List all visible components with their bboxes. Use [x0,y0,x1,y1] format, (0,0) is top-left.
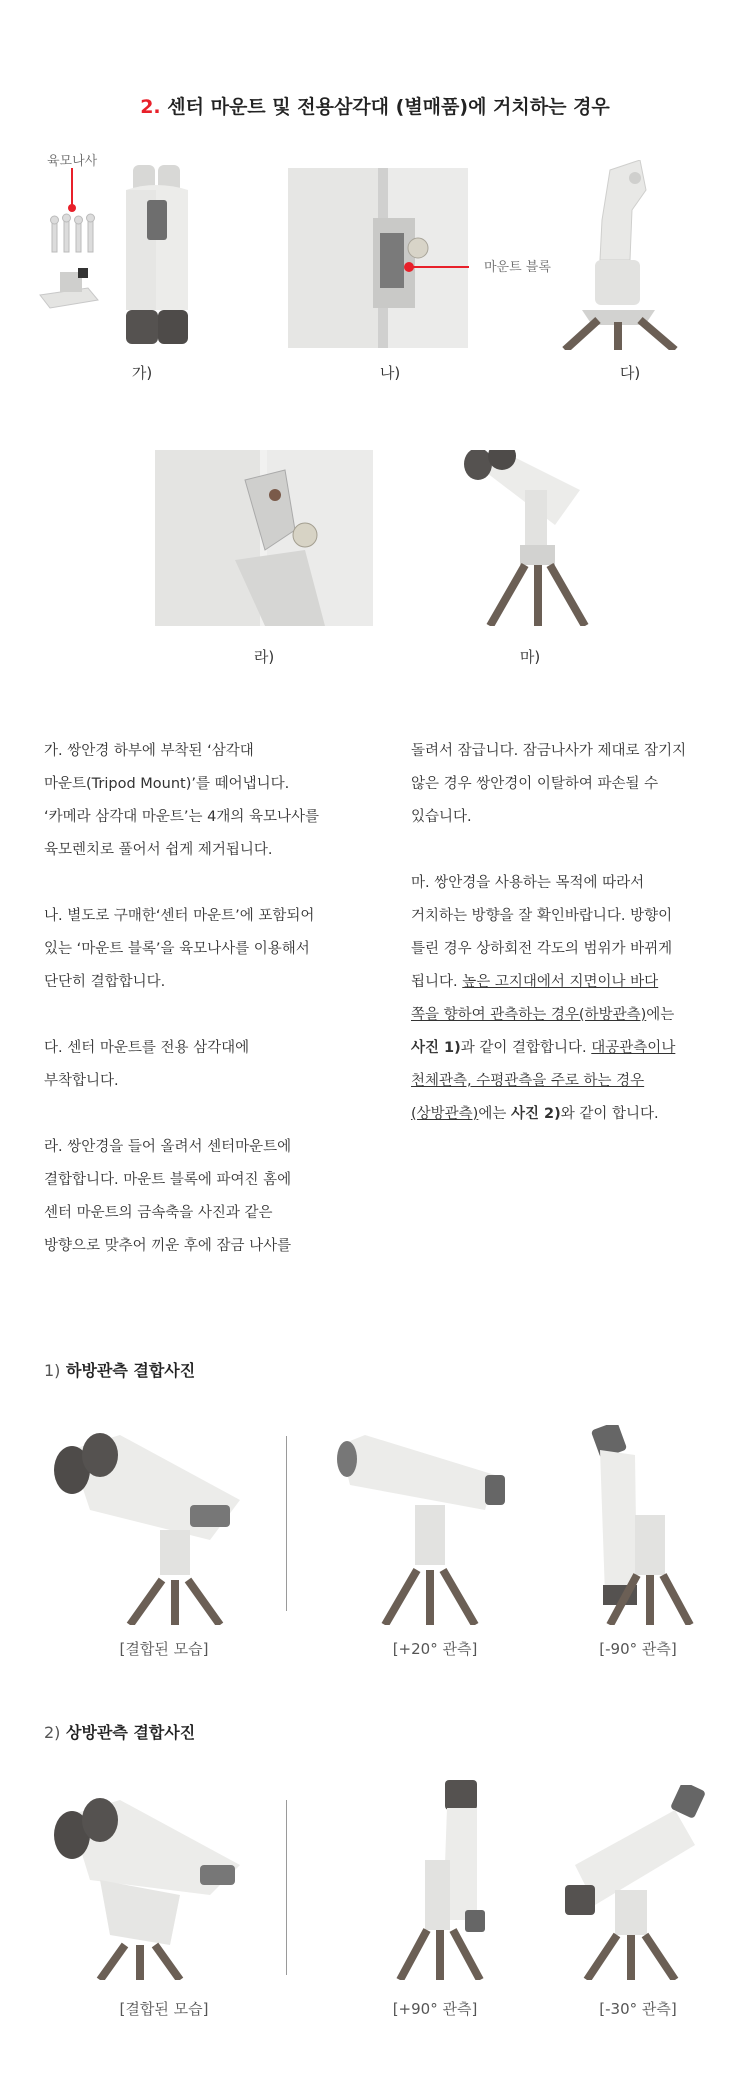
section1-caption: [-90° 관측] [599,1640,677,1658]
step-ra-line: 않은 경우 쌍안경이 이탈하여 파손될 수 [411,776,659,792]
step-ga-line: ‘카메라 삼각대 마운트’는 4개의 육모나사를 [44,809,319,825]
text-run: 과 같이 결합합니다. [460,1040,592,1056]
title-number: 2. [140,96,161,118]
section2-photo-plus90 [385,1770,515,1980]
figure-d-caption: 라) [253,648,275,666]
section2-number: 2) [44,1723,61,1742]
step-da-line: 다. 센터 마운트를 전용 삼각대에 [44,1040,250,1056]
section1-caption: [결합된 모습] [119,1640,209,1658]
section1-photo-plus20 [335,1435,515,1625]
section2-caption: [+90° 관측] [392,2000,478,2018]
step-ma-line [411,1065,686,1098]
step-ma-line [411,1032,686,1065]
step-ga-line: 가. 쌍안경 하부에 부착된 ‘삼각대 [44,743,254,759]
step-na-line: 나. 별도로 구매한‘센터 마운트’에 포함되어 [44,908,315,924]
bold-run: 사진 2) [510,1106,561,1122]
text-run: 에는 [478,1106,511,1122]
section1-photo-minus90 [575,1425,705,1625]
figure-c-caption: 다) [619,364,641,382]
figure-c-image [560,160,700,350]
instructions-right [411,735,686,1131]
section1-heading [44,1358,195,1381]
underlined-run: 높은 고지대에서 지면이나 바다 [462,974,659,990]
step-ra-line: 라. 쌍안경을 들어 올려서 센터마운트에 [44,1139,292,1155]
step-ma-line: 틀린 경우 상하회전 각도의 범위가 바뀌게 [411,941,673,957]
step-ma-line: 거치하는 방향을 잘 확인바랍니다. 방향이 [411,908,673,924]
step-ga-line: 육모렌치로 풀어서 쉽게 제거됩니다. [44,842,273,858]
title-text: 센터 마운트 및 전용삼각대 (별매품)에 거치하는 경우 [167,96,610,118]
figure-a-image [38,160,188,350]
figure-b-caption: 나) [379,364,401,382]
figure-e-caption: 마) [519,648,541,666]
step-da-line: 부착합니다. [44,1073,119,1089]
step-ra-line: 돌려서 잠급니다. 잠금나사가 제대로 잠기지 [411,743,687,759]
section1-divider [286,1436,287,1611]
figure-e-image [460,450,610,626]
step-ma-line [411,1098,686,1131]
instructions-left [44,735,319,1263]
underlined-run: 쪽을 향하여 관측하는 경우(하방관측) [411,1007,647,1023]
text-run: 됩니다. [411,974,463,990]
step-ra-line: 센터 마운트의 금속축을 사진과 같은 [44,1205,273,1221]
text-run: 에는 [646,1007,675,1023]
section1-title: 하방관측 결합사진 [66,1361,196,1380]
step-na-line: 있는 ‘마운트 블록’을 육모나사를 이용해서 [44,941,310,957]
step-ga-line: 마운트(Tripod Mount)’를 떼어냅니다. [44,776,290,792]
section1-number: 1) [44,1361,61,1380]
section2-photo-minus30 [555,1785,715,1980]
step-ma-line [411,999,686,1032]
section2-divider [286,1800,287,1975]
step-ma-line: 마. 쌍안경을 사용하는 목적에 따라서 [411,875,645,891]
hex-screw-label: 육모나사 [47,154,98,169]
section1-caption: [+20° 관측] [392,1640,478,1658]
section2-title: 상방관측 결합사진 [66,1723,196,1742]
section2-caption: [-30° 관측] [599,2000,677,2018]
underlined-run: (상방관측) [411,1106,479,1122]
underlined-run: 천체관측, 수평관측을 주로 하는 경우 [411,1073,645,1089]
bold-run: 사진 1) [411,1040,461,1056]
step-ma-line [411,966,686,999]
underlined-run: 대공관측이나 [591,1040,676,1056]
text-run: 와 같이 합니다. [560,1106,659,1122]
page-title [0,92,750,119]
section2-heading [44,1720,195,1743]
step-ra-line: 있습니다. [411,809,472,825]
section1-photo-combined [50,1430,250,1625]
step-ra-line: 방향으로 맞추어 끼운 후에 잠금 나사를 [44,1238,292,1254]
mount-block-label: 마운트 블록 [484,260,551,275]
step-ra-line: 결합합니다. 마운트 블록에 파여진 홈에 [44,1172,292,1188]
figure-a-caption: 가) [131,364,153,382]
figure-d-image [155,450,373,626]
section2-caption: [결합된 모습] [119,2000,209,2018]
step-na-line: 단단히 결합합니다. [44,974,166,990]
figure-b-image [288,168,468,348]
section2-photo-combined [50,1785,250,1980]
